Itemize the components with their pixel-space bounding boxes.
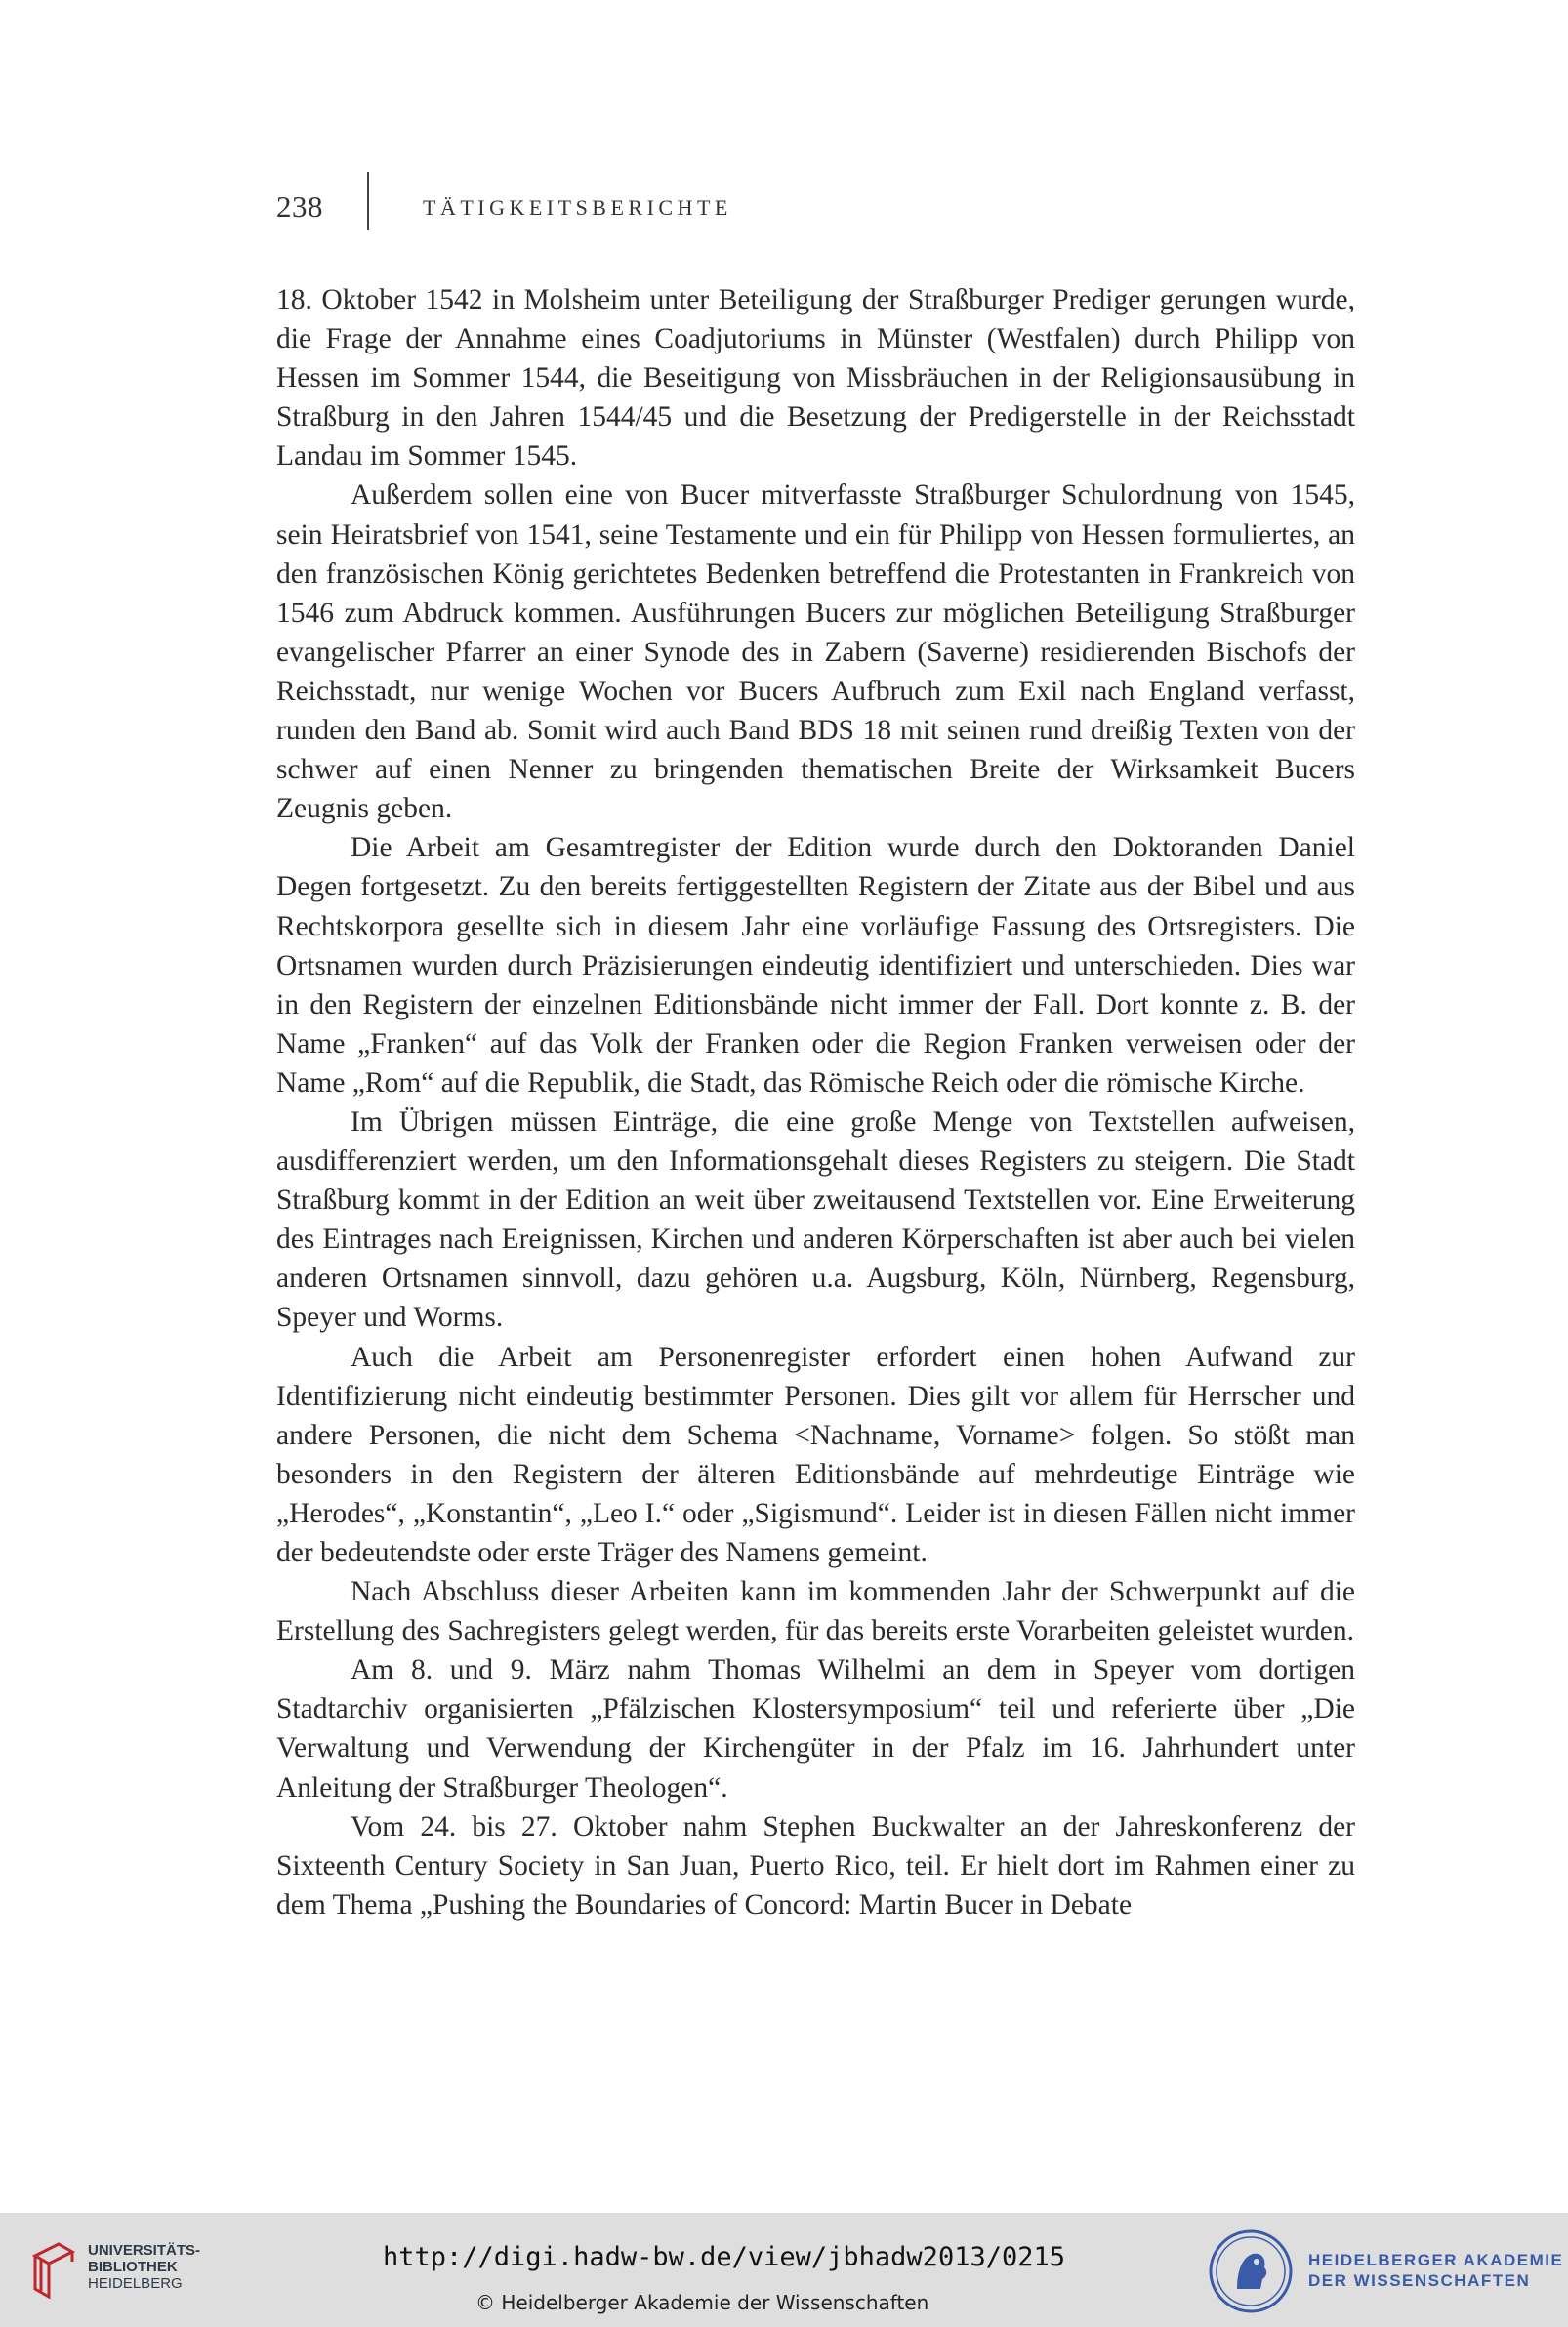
paragraph: Die Arbeit am Gesamtregister der Edition wurde durch den Doktoranden Daniel Degen fortgesetzt. Zu den bereits fertiggestellten Registern der Zitate aus der Bibel und aus Rechtskorpora gesellte sich in diesem Jahr eine vorläufige Fassung des Ortsregisters. Die Ortsnamen wurden durch Präzisierungen eindeutig identifiziert und unterschieden. Dies war in den Registern der einzelnen Editionsbände nicht immer der Fall. Dort konnte z. B. der Name „Franken“ auf das Volk der Franken oder die Region Franken verweisen oder der Name „Rom“ auf die Republik, die Stadt, das Römische Reich oder die römische Kirche. (276, 832, 1355, 1099)
hadw-seal-icon[interactable] (1208, 2228, 1294, 2314)
ub-heidelberg-logo-icon (29, 2238, 78, 2299)
paragraph: Im Übrigen müssen Einträge, die eine große Menge von Textstellen aufweisen, ausdifferenziert werden, um den Informationsgehalt dieses Registers zu steigern. Die Stadt Straßburg kommt in der Edition an weit über zweitausend Textstellen vor. Eine Erweiterung des Eintrages nach Ereignissen, Kirchen und anderen Körperschaften ist aber auch bei vielen anderen Ortsnamen sinnvoll, dazu gehören u.a. Augsburg, Köln, Nürnberg, Regensburg, Speyer und Worms. (276, 1105, 1355, 1334)
page-header (276, 186, 1350, 244)
paragraph: Am 8. und 9. März nahm Thomas Wilhelmi an dem in Speyer vom dortigen Stadtarchiv organisierten „Pfälzischen Klostersymposium“ teil und referierte über „Die Verwaltung und Verwendung der Kirchengüter in der Pfalz im 16. Jahrhundert unter Anleitung der Straßburger Theologen“. (276, 1654, 1355, 1804)
ub-logo-text (88, 2242, 200, 2292)
body-text (276, 280, 1355, 1925)
footer-bar (0, 2213, 1568, 2327)
hadw-logo-text (1308, 2250, 1563, 2291)
paragraph: Vom 24. bis 27. Oktober nahm Stephen Buckwalter an der Jahreskonferenz der Sixteenth Century Society in San Juan, Puerto Rico, teil. Er hielt dort im Rahmen einer zu dem Thema „Pushing the Boundaries of Concord: Martin Bucer in Debate (276, 1810, 1355, 1921)
ub-heidelberg-logo[interactable] (29, 2238, 225, 2306)
ub-logo-line: BIBLIOTHEK (88, 2259, 178, 2275)
paragraph: 18. Oktober 1542 in Molsheim unter Beteiligung der Straßburger Prediger gerungen wurde, die Frage der Annahme eines Coadjutoriums in Münster (Westfalen) durch Philipp von Hessen im Sommer 1544, die Beseitigung von Missbräuchen in der Religionsausübung in Straßburg in den Jahren 1544/45 und die Besetzung der Predigerstelle in der Reichsstadt Landau im Sommer 1545. (276, 284, 1355, 473)
paragraph: Auch die Arbeit am Personenregister erfordert einen hohen Aufwand zur Identifizierung nicht eindeutig bestimmter Personen. Dies gilt vor allem für Herrscher und andere Personen, die nicht dem Schema <Nachname, Vorname> folgen. So stößt man besonders in den Registern der älteren Editionsbände auf mehrdeutige Einträge wie „Herodes“, „Konstantin“, „Leo I.“ oder „Sigismund“. Leider ist in diesen Fällen nicht immer der bedeutendste oder erste Träger des Namens gemeint. (276, 1341, 1355, 1568)
paragraph: Außerdem sollen eine von Bucer mitverfasste Straßburger Schulordnung von 1545, sein Heiratsbrief von 1541, seine Testamente und ein für Philipp von Hessen formuliertes, an den französischen König gerichtetes Bedenken betreffend die Protestanten in Frankreich von 1546 zum Abdruck kommen. Ausführungen Bucers zur möglichen Beteiligung Straßburger evangelischer Pfarrer an einer Synode des in Zabern (Saverne) residierenden Bischofs der Reichsstadt, nur wenige Wochen vor Bucers Aufbruch zum Exil nach England verfasst, runden den Band ab. Somit wird auch Band BDS 18 mit seinen rund dreißig Texten von der schwer auf einen Nenner zu bringenden thematischen Breite der Wirksamkeit Bucers Zeugnis geben. (276, 479, 1355, 825)
running-head: TÄTIGKEITSBERICHTE (423, 195, 732, 220)
hadw-logo-line: HEIDELBERGER AKADEMIE (1308, 2251, 1564, 2269)
page-number: 238 (276, 189, 323, 224)
paragraph: Nach Abschluss dieser Arbeiten kann im kommenden Jahr der Schwerpunkt auf die Erstellung des Sachregisters gelegt werden, für das bereits erste Vorarbeiten geleistet wurden. (276, 1576, 1355, 1647)
header-divider (367, 172, 369, 230)
footer-url-link[interactable]: http://digi.hadw-bw.de/view/jbhadw2013/0215 (383, 2242, 1065, 2272)
ub-logo-line: HEIDELBERG (88, 2275, 183, 2292)
footer-copyright: © Heidelberger Akademie der Wissenschaften (475, 2291, 929, 2314)
ub-logo-line: UNIVERSITÄTS- (88, 2242, 201, 2259)
hadw-logo-line: DER WISSENSCHAFTEN (1308, 2271, 1531, 2290)
